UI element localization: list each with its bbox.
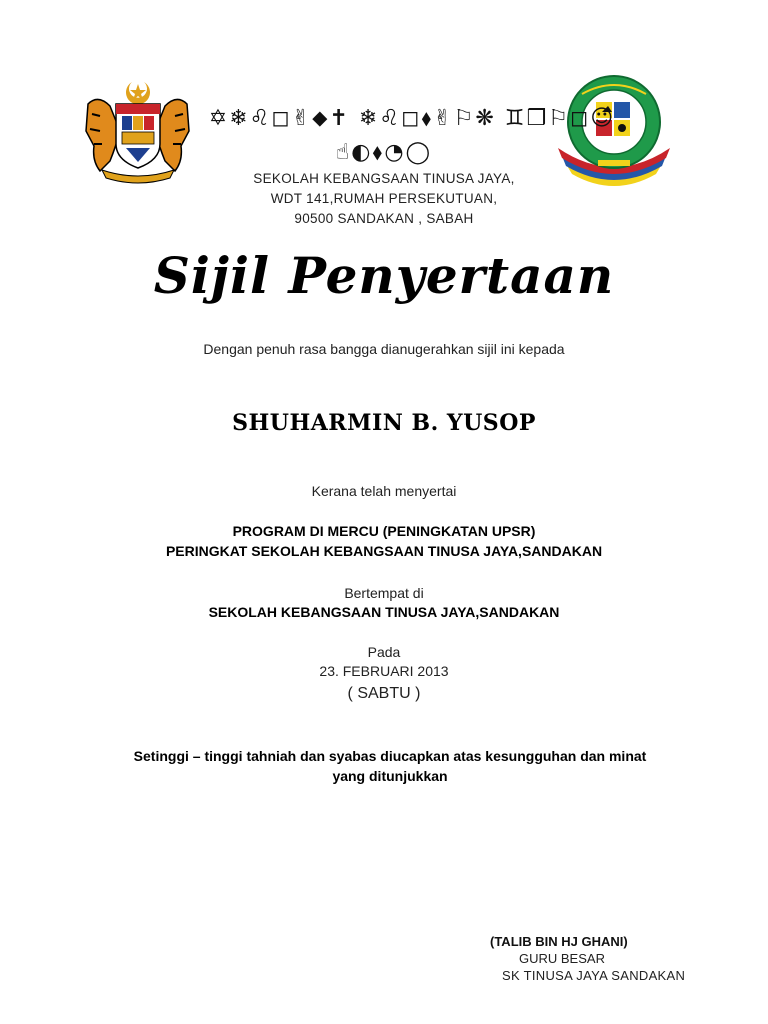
closing-message-line-1: Setinggi – tinggi tahniah dan syabas diucapkan atas kesungguhan dan minat — [133, 748, 647, 764]
decorative-symbol-header: ✡❄♌◻✌⬥✝ ❄♌◻⬧✌⚐❋ ♊❒⚐◻☺ — [208, 106, 616, 131]
closing-message-line-2: yang ditunjukkan — [332, 768, 448, 784]
signatory-title: GURU BESAR — [519, 951, 605, 966]
participation-statement: Kerana telah menyertai — [311, 483, 457, 499]
event-date: 23. FEBRUARI 2013 — [319, 663, 449, 679]
date-label: Pada — [367, 644, 401, 660]
venue-name: SEKOLAH KEBANGSAAN TINUSA JAYA,SANDAKAN — [208, 604, 560, 620]
decorative-symbol-header-2: ☝◐⬧◔◯ — [335, 140, 433, 165]
signatory-school: SK TINUSA JAYA SANDAKAN — [502, 968, 686, 983]
program-name-line-1: PROGRAM DI MERCU (PENINGKATAN UPSR) — [232, 523, 536, 539]
school-address-line-1: SEKOLAH KEBANGSAAN TINUSA JAYA, — [253, 171, 515, 186]
event-day: ( SABTU ) — [347, 685, 421, 702]
certificate-title: Sijil Penyertaan — [153, 246, 615, 305]
venue-label: Bertempat di — [344, 585, 424, 601]
school-address-line-3: 90500 SANDAKAN , SABAH — [294, 211, 474, 226]
program-name-line-2: PERINGKAT SEKOLAH KEBANGSAAN TINUSA JAYA,SANDAKAN — [165, 543, 603, 559]
certificate-intro: Dengan penuh rasa bangga dianugerahkan sijil ini kepada — [203, 341, 565, 357]
school-address-line-2: WDT 141,RUMAH PERSEKUTUAN, — [270, 191, 498, 206]
recipient-name: SHUHARMIN B. YUSOP — [232, 410, 536, 436]
signatory-name: (TALIB BIN HJ GHANI) — [490, 934, 628, 949]
